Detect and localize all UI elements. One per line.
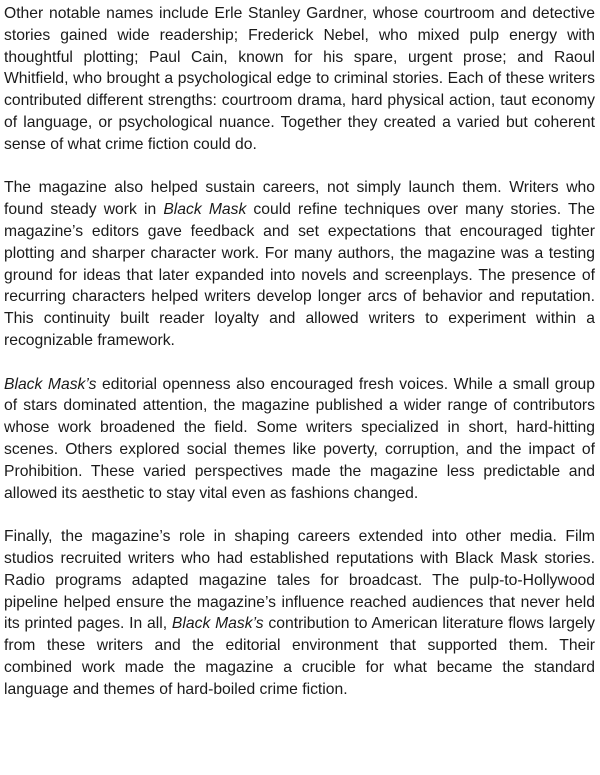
- paragraph-4: [4, 526, 595, 700]
- paragraph-text: contribution to American literature flows largely from these writers and the editorial environment that supported them. Their combined work made the magazine a crucible for what became the standard language and themes of hard-boiled crime fiction.: [4, 615, 596, 698]
- paragraph-text: The magazine also helped sustain careers, not simply launch them. Writers who found steady work in: [4, 179, 595, 219]
- paragraph-text: Finally, the magazine’s role in shaping careers extended into other media. Film studios recruited writers who had established reputations with Black Mask stories. Radio programs adapted magazine tales for broadcast. The pulp-to-Hollywood pipeline helped ensure the magazine’s influence reached audiences that never held its printed pages. In all,: [4, 528, 595, 633]
- italic-title-text: Black Mask: [163, 201, 247, 219]
- document-body: [4, 3, 595, 701]
- paragraph-3: [4, 374, 595, 505]
- paragraph-2: [4, 177, 595, 351]
- paragraph-text: editorial openness also encouraged fresh voices. While a small group of stars dominated attention, the magazine published a wider range of contributors whose work broadened the field. Some writers specialized in short, hard-hitting scenes. Others explored social themes like poverty, corruption, and the impact of Prohibition. These varied perspectives made the magazine less predictable and allowed its aesthetic to stay vital even as fashions changed.: [4, 375, 595, 502]
- paragraph-text: Other notable names include Erle Stanley Gardner, whose courtroom and detective stories gained wide readership; Frederick Nebel, who mixed pulp energy with thoughtful plotting; Paul Cain, known for his spare, urgent prose; and Raoul Whitfield, who brought a psychological edge to criminal stories. Each of these writers contributed different strengths: courtroom drama, hard physical action, taut economy of language, or psychological nuance. Together they created a varied but coherent sense of what crime fiction could do.: [4, 5, 595, 153]
- italic-title-text: Black Mask’s: [4, 375, 97, 393]
- italic-title-text: Black Mask’s: [171, 615, 264, 633]
- paragraph-text: could refine techniques over many stories. The magazine’s editors gave feedback and set expectations that encouraged tighter plotting and sharper character work. For many authors, the magazine was a testing ground for ideas that later expanded into novels and screenplays. The presence of recurring characters helped writers develop longer arcs of behavior and reputation. This continuity built reader loyalty and allowed writers to experiment within a recognizable framework.: [4, 201, 595, 349]
- paragraph-1: [4, 3, 595, 156]
